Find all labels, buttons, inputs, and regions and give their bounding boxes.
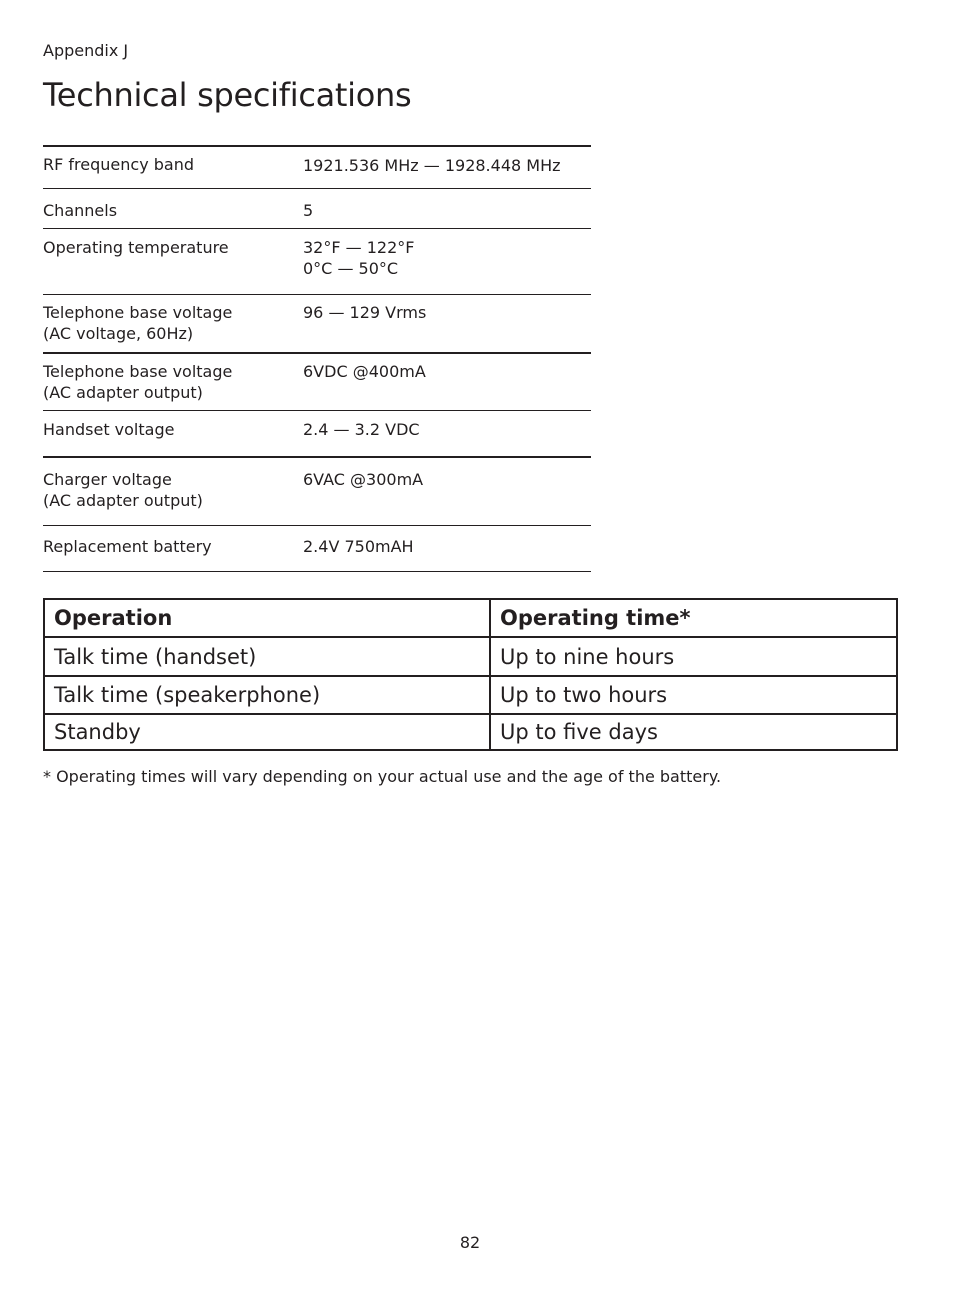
table-row bbox=[44, 714, 897, 750]
spec-row-operating-temperature bbox=[43, 229, 591, 295]
footnote: * Operating times will vary depending on your actual use and the age of the battery. bbox=[43, 767, 722, 786]
spec-name-line2: (AC adapter output) bbox=[43, 383, 203, 402]
column-header-operation: Operation bbox=[44, 599, 490, 637]
spec-table bbox=[43, 145, 591, 572]
spec-value: 5 bbox=[303, 201, 314, 220]
spec-value: 6VDC @400mA bbox=[303, 362, 426, 381]
spec-name: Channels bbox=[43, 201, 118, 220]
table-cell: Talk time (handset) bbox=[44, 637, 490, 676]
spec-name: Handset voltage bbox=[43, 420, 175, 439]
spec-name-line2: (AC adapter output) bbox=[43, 491, 203, 510]
spec-row-charger-voltage bbox=[43, 458, 591, 526]
table-cell: Up to two hours bbox=[490, 676, 897, 714]
spec-value-group bbox=[303, 237, 593, 279]
spec-name: Telephone base voltage bbox=[43, 362, 233, 381]
spec-name: Telephone base voltage bbox=[43, 303, 233, 322]
table-row bbox=[44, 637, 897, 676]
spec-value: 2.4V 750mAH bbox=[303, 537, 414, 556]
spec-name-group bbox=[43, 469, 298, 511]
table-cell: Talk time (speakerphone) bbox=[44, 676, 490, 714]
spec-row-replacement-battery bbox=[43, 526, 591, 572]
spec-name-group bbox=[43, 361, 298, 403]
table-header-row bbox=[44, 599, 897, 637]
spec-name-group bbox=[43, 302, 298, 344]
column-header-operating-time: Operating time* bbox=[490, 599, 897, 637]
spec-value: 1921.536 MHz — 1928.448 MHz bbox=[303, 156, 561, 175]
spec-value: 2.4 — 3.2 VDC bbox=[303, 420, 420, 439]
table-row bbox=[44, 676, 897, 714]
table-cell: Standby bbox=[44, 714, 490, 750]
spec-row-channels bbox=[43, 189, 591, 229]
spec-name: Charger voltage bbox=[43, 470, 172, 489]
page-title: Technical specifications bbox=[43, 76, 412, 114]
spec-value: 96 — 129 Vrms bbox=[303, 303, 427, 322]
operating-time-table bbox=[43, 598, 898, 751]
table-cell: Up to nine hours bbox=[490, 637, 897, 676]
section-label: Appendix J bbox=[43, 41, 129, 60]
spec-name-line2: (AC voltage, 60Hz) bbox=[43, 324, 194, 343]
spec-name: Operating temperature bbox=[43, 238, 229, 257]
spec-row-rf-frequency bbox=[43, 147, 591, 189]
spec-value-line2: 0°C — 50°C bbox=[303, 259, 399, 278]
spec-value: 6VAC @300mA bbox=[303, 470, 424, 489]
spec-row-base-voltage-ac bbox=[43, 295, 591, 354]
spec-name: RF frequency band bbox=[43, 155, 194, 174]
page-number: 82 bbox=[459, 1233, 481, 1252]
spec-row-handset-voltage bbox=[43, 411, 591, 458]
spec-row-base-voltage-adapter bbox=[43, 354, 591, 411]
spec-value: 32°F — 122°F bbox=[303, 238, 415, 257]
spec-name: Replacement battery bbox=[43, 537, 212, 556]
table-cell: Up to five days bbox=[490, 714, 897, 750]
